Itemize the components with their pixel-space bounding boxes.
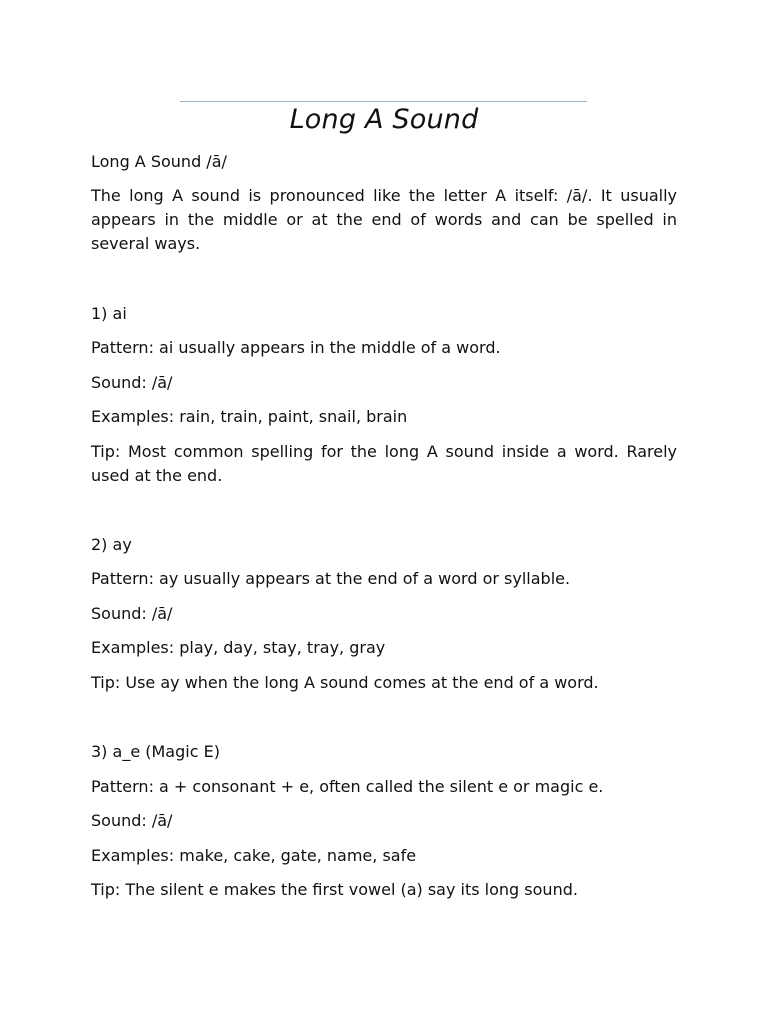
- section-1-tip: Tip: Most common spelling for the long A sound inside a word. Rarely used at the end.: [91, 442, 677, 485]
- subheading: Long A Sound /ā/: [91, 152, 227, 171]
- section-2-examples: Examples: play, day, stay, tray, gray: [91, 638, 386, 657]
- section-3-heading: 3) a_e (Magic E): [91, 742, 220, 761]
- section-2-pattern: Pattern: ay usually appears at the end of a word or syllable.: [91, 569, 571, 588]
- section-2-tip: Tip: Use ay when the long A sound comes at the end of a word.: [91, 673, 599, 692]
- section-1-heading: 1) ai: [91, 304, 127, 323]
- page-title: Long A Sound: [289, 104, 479, 135]
- section-3-sound: Sound: /ā/: [91, 811, 173, 830]
- section-1-examples: Examples: rain, train, paint, snail, brain: [91, 407, 408, 426]
- intro-paragraph: The long A sound is pronounced like the letter A itself: /ā/. It usually appears in the middle or at the end of words and can be spelled in several ways.: [91, 186, 677, 253]
- section-3-tip: Tip: The silent e makes the first vowel (a) say its long sound.: [91, 880, 578, 899]
- section-2-heading: 2) ay: [91, 535, 132, 554]
- section-1-pattern: Pattern: ai usually appears in the middle of a word.: [91, 338, 501, 357]
- section-1-sound: Sound: /ā/: [91, 373, 173, 392]
- section-2-sound: Sound: /ā/: [91, 604, 173, 623]
- section-3-examples: Examples: make, cake, gate, name, safe: [91, 846, 417, 865]
- section-3-pattern: Pattern: a + consonant + e, often called the silent e or magic e.: [91, 777, 604, 796]
